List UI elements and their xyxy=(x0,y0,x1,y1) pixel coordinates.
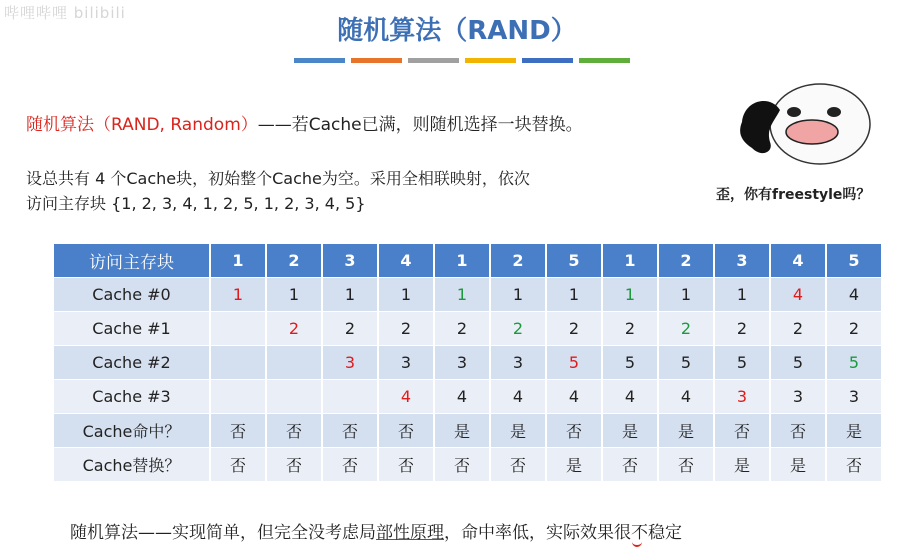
table-cell: 2 xyxy=(827,312,881,345)
watermark: 哔哩哔哩 bilibili xyxy=(4,4,126,22)
table-cell: 2 xyxy=(715,312,769,345)
table-row xyxy=(54,312,881,345)
table-cell: 4 xyxy=(659,380,713,413)
table-cell: 1 xyxy=(659,278,713,311)
table-cell: 是 xyxy=(603,414,657,447)
table-cell: 1 xyxy=(715,278,769,311)
table-cell: 否 xyxy=(267,414,321,447)
table-cell: 1 xyxy=(491,278,545,311)
table-cell: 4 xyxy=(771,278,825,311)
header-label: 访问主存块 xyxy=(54,244,209,277)
conclusion-part1: 随机算法——实现简单，但完全没考虑局 xyxy=(70,523,376,543)
table-cell: 2 xyxy=(435,312,489,345)
table-cell: 是 xyxy=(659,414,713,447)
meme-face-icon xyxy=(722,82,872,172)
table-cell: 1 xyxy=(211,278,265,311)
table-cell xyxy=(267,346,321,379)
table-cell: 1 xyxy=(547,278,601,311)
table-cell: 是 xyxy=(771,448,825,481)
color-bar-segment xyxy=(294,58,345,63)
table-cell: 4 xyxy=(379,380,433,413)
handwritten-mark xyxy=(632,537,642,547)
table-cell xyxy=(211,312,265,345)
cache-table xyxy=(52,243,883,482)
access-header-cell: 1 xyxy=(603,244,657,277)
table-cell: 否 xyxy=(603,448,657,481)
intro-term: 随机算法（RAND, Random） xyxy=(26,115,258,135)
table-cell: 否 xyxy=(211,448,265,481)
table-cell: 1 xyxy=(323,278,377,311)
table-cell: 否 xyxy=(547,414,601,447)
table-cell xyxy=(211,380,265,413)
table-cell xyxy=(267,380,321,413)
table-cell: 4 xyxy=(827,278,881,311)
color-bar-segment xyxy=(408,58,459,63)
table-cell: 是 xyxy=(491,414,545,447)
table-cell: 4 xyxy=(603,380,657,413)
access-header-cell: 5 xyxy=(547,244,601,277)
table-cell: 5 xyxy=(659,346,713,379)
row-label: Cache #2 xyxy=(54,346,209,379)
problem-line-1: 设总共有 4 个Cache块，初始整个Cache为空。采用全相联映射，依次 xyxy=(26,169,530,188)
table-row xyxy=(54,448,881,481)
table-cell: 5 xyxy=(547,346,601,379)
meme-caption: 歪，你有freestyle吗？ xyxy=(716,187,871,203)
table-cell: 3 xyxy=(771,380,825,413)
color-bar-segment xyxy=(522,58,573,63)
table-cell: 1 xyxy=(603,278,657,311)
table-cell: 2 xyxy=(379,312,433,345)
table-cell: 4 xyxy=(491,380,545,413)
table-cell: 否 xyxy=(827,448,881,481)
intro-line xyxy=(26,110,583,135)
table-cell: 3 xyxy=(379,346,433,379)
problem-paragraph xyxy=(26,166,530,216)
table-cell: 否 xyxy=(715,414,769,447)
table-cell: 2 xyxy=(267,312,321,345)
table-cell: 3 xyxy=(827,380,881,413)
color-bar-segment xyxy=(465,58,516,63)
table-cell: 2 xyxy=(547,312,601,345)
table-cell: 否 xyxy=(491,448,545,481)
table-row xyxy=(54,346,881,379)
row-label: Cache替换？ xyxy=(54,448,209,481)
table-cell: 2 xyxy=(603,312,657,345)
row-label: Cache命中？ xyxy=(54,414,209,447)
table-row xyxy=(54,414,881,447)
access-header-cell: 2 xyxy=(659,244,713,277)
table-cell: 1 xyxy=(435,278,489,311)
table-cell: 1 xyxy=(267,278,321,311)
row-label: Cache #1 xyxy=(54,312,209,345)
row-label: Cache #0 xyxy=(54,278,209,311)
access-header-cell: 1 xyxy=(435,244,489,277)
table-cell: 否 xyxy=(323,448,377,481)
row-label: Cache #3 xyxy=(54,380,209,413)
table-cell: 否 xyxy=(379,414,433,447)
table-cell: 5 xyxy=(827,346,881,379)
title-color-bar xyxy=(294,58,630,63)
table-cell: 4 xyxy=(547,380,601,413)
table-cell: 3 xyxy=(491,346,545,379)
table-header-row xyxy=(54,244,881,277)
access-header-cell: 1 xyxy=(211,244,265,277)
table-cell: 否 xyxy=(659,448,713,481)
slide-title: 随机算法（RAND） xyxy=(337,16,577,46)
access-header-cell: 4 xyxy=(379,244,433,277)
access-header-cell: 2 xyxy=(267,244,321,277)
table-cell: 3 xyxy=(323,346,377,379)
table-cell xyxy=(323,380,377,413)
table-cell: 1 xyxy=(379,278,433,311)
conclusion-underlined: 部性原理 xyxy=(376,523,444,543)
table-cell: 4 xyxy=(435,380,489,413)
table-row xyxy=(54,278,881,311)
problem-line-2: 访问主存块 {1, 2, 3, 4, 1, 2, 5, 1, 2, 3, 4, 5} xyxy=(26,194,366,213)
table-cell: 否 xyxy=(211,414,265,447)
table-cell: 3 xyxy=(435,346,489,379)
access-header-cell: 2 xyxy=(491,244,545,277)
table-cell: 5 xyxy=(715,346,769,379)
table-cell: 2 xyxy=(659,312,713,345)
table-cell: 否 xyxy=(379,448,433,481)
table-cell: 是 xyxy=(715,448,769,481)
table-cell: 否 xyxy=(323,414,377,447)
table-cell: 否 xyxy=(435,448,489,481)
table-cell xyxy=(211,346,265,379)
table-cell: 否 xyxy=(771,414,825,447)
conclusion-text xyxy=(70,518,682,543)
table-row xyxy=(54,380,881,413)
access-header-cell: 3 xyxy=(323,244,377,277)
color-bar-segment xyxy=(579,58,630,63)
color-bar-segment xyxy=(351,58,402,63)
table-cell: 5 xyxy=(771,346,825,379)
table-cell: 是 xyxy=(827,414,881,447)
table-cell: 否 xyxy=(267,448,321,481)
table-cell: 2 xyxy=(323,312,377,345)
intro-rest: ——若Cache已满，则随机选择一块替换。 xyxy=(257,115,583,135)
table-cell: 是 xyxy=(435,414,489,447)
access-header-cell: 5 xyxy=(827,244,881,277)
access-header-cell: 4 xyxy=(771,244,825,277)
table-cell: 2 xyxy=(491,312,545,345)
table-cell: 2 xyxy=(771,312,825,345)
table-cell: 是 xyxy=(547,448,601,481)
table-cell: 3 xyxy=(715,380,769,413)
conclusion-part2: ，命中率低，实际效果很不稳定 xyxy=(444,523,682,543)
table-cell: 5 xyxy=(603,346,657,379)
access-header-cell: 3 xyxy=(715,244,769,277)
